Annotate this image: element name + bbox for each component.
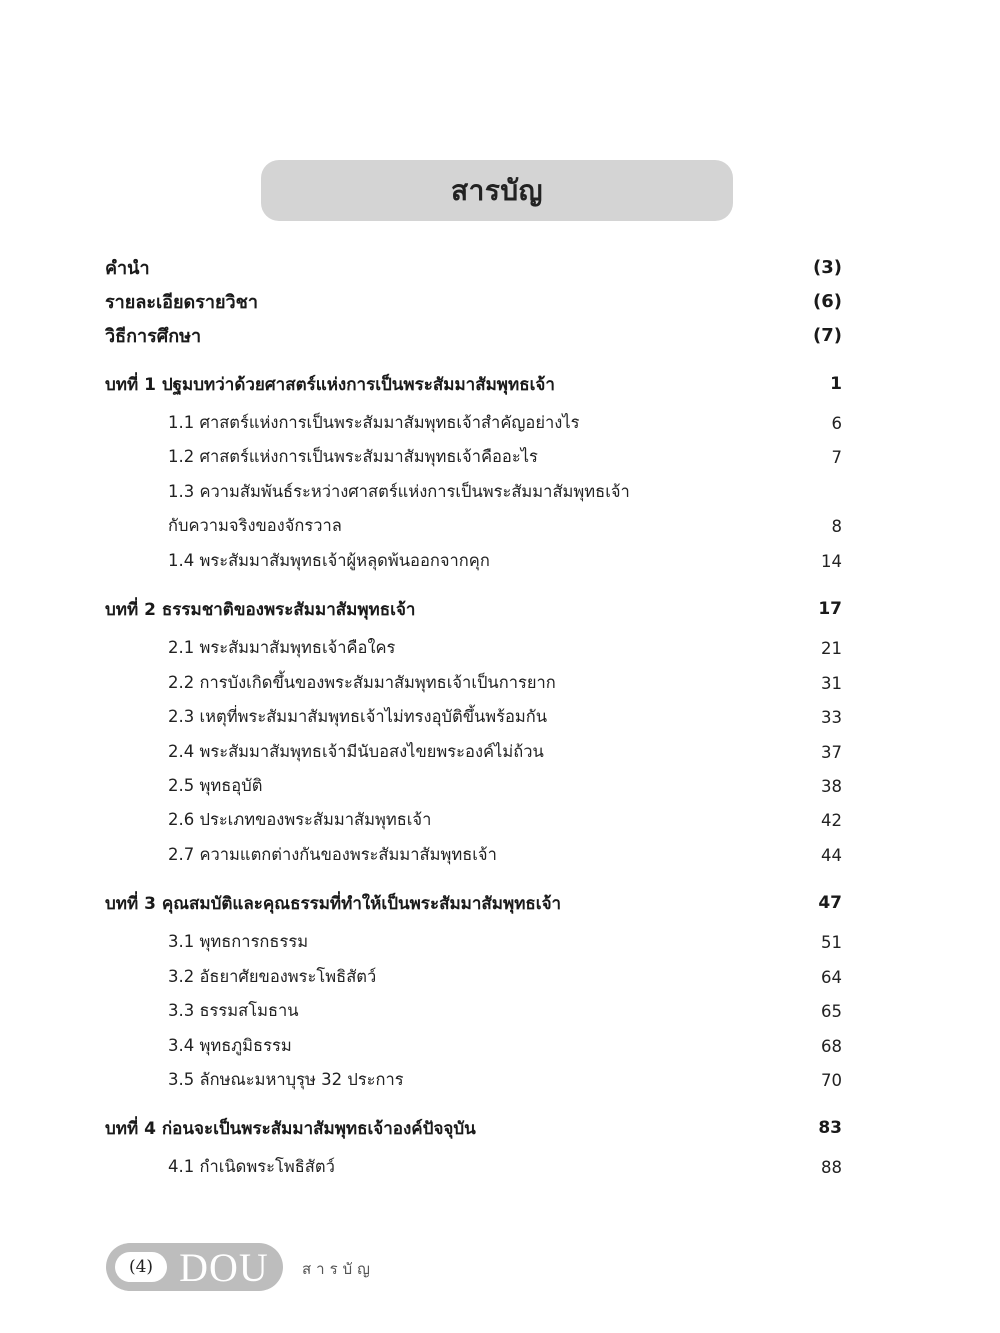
toc-section-label: 1.1 ศาสตร์แห่งการเป็นพระสัมมาสัมพุทธเจ้าสำคัญอย่างไร [168,413,580,432]
toc-section-label: 3.2 อัธยาศัยของพระโพธิสัตว์ [168,967,377,986]
toc-entry-course-details[interactable] [105,285,842,317]
toc-section-label: 2.6 ประเภทของพระสัมมาสัมพุทธเจ้า [168,810,432,829]
toc-section-label: 1.2 ศาสตร์แห่งการเป็นพระสัมมาสัมพุทธเจ้าคืออะไร [168,447,538,466]
toc-entry-label: รายละเอียดรายวิชา [105,291,258,313]
toc-section-1-3[interactable] [168,476,842,508]
toc-section-1-3-continuation[interactable] [168,510,842,542]
toc-chapter-page: 47 [818,893,842,913]
toc-section-page: 8 [831,516,842,536]
toc-section-page: 88 [821,1157,842,1177]
toc-entry-label: วิธีการศึกษา [105,325,202,347]
toc-chapter-3[interactable] [105,887,842,919]
toc-section-3-2[interactable] [168,961,842,993]
toc-section-page: 70 [821,1070,842,1090]
toc-section-label: 2.7 ความแตกต่างกันของพระสัมมาสัมพุทธเจ้า [168,845,497,864]
title-box [261,160,733,221]
toc-section-2-2[interactable] [168,667,842,699]
toc-section-label: 3.3 ธรรมสโมธาน [168,1001,299,1020]
dou-logo: DOU [179,1244,269,1290]
toc-chapter-1[interactable] [105,368,842,400]
toc-entry-page: (6) [813,290,842,312]
toc-section-page: 31 [821,673,842,693]
toc-section-2-4[interactable] [168,736,842,768]
toc-section-page: 6 [831,413,842,433]
toc-section-page: 38 [821,776,842,796]
toc-chapter-label: บทที่ 3 คุณสมบัติและคุณธรรมที่ทำให้เป็นพระสัมมาสัมพุทธเจ้า [105,893,562,914]
toc-section-label: 1.4 พระสัมมาสัมพุทธเจ้าผู้หลุดพ้นออกจากคุก [168,551,490,570]
toc-section-label: 2.2 การบังเกิดขึ้นของพระสัมมาสัมพุทธเจ้าเป็นการยาก [168,673,556,692]
toc-chapter-page: 83 [818,1118,842,1138]
toc-section-page: 65 [821,1001,842,1021]
toc-section-continuation: กับความจริงของจักรวาล [168,516,342,535]
toc-entry-study-method[interactable] [105,319,842,351]
toc-section-label: 2.4 พระสัมมาสัมพุทธเจ้ามีนับอสงไขยพระองค์ไม่ถ้วน [168,742,544,761]
toc-section-3-3[interactable] [168,995,842,1027]
toc-section-page: 37 [821,742,842,762]
toc-section-label: 3.5 ลักษณะมหาบุรุษ 32 ประการ [168,1070,404,1089]
page-title: สารบัญ [451,173,543,207]
toc-section-page: 14 [821,551,842,571]
footer-page-number: (4) [115,1252,167,1282]
toc-section-3-4[interactable] [168,1030,842,1062]
toc-section-1-2[interactable] [168,441,842,473]
toc-section-label: 4.1 กำเนิดพระโพธิสัตว์ [168,1157,335,1176]
toc-section-page: 44 [821,845,842,865]
toc-section-3-5[interactable] [168,1064,842,1096]
toc-section-2-7[interactable] [168,839,842,871]
toc-entry-label: คำนำ [105,257,150,279]
toc-section-2-5[interactable] [168,770,842,802]
toc-section-1-1[interactable] [168,407,842,439]
toc-section-3-1[interactable] [168,926,842,958]
toc-chapter-4[interactable] [105,1112,842,1144]
toc-section-label: 1.3 ความสัมพันธ์ระหว่างศาสตร์แห่งการเป็นพระสัมมาสัมพุทธเจ้า [168,482,630,501]
toc-chapter-label: บทที่ 4 ก่อนจะเป็นพระสัมมาสัมพุทธเจ้าองค์ปัจจุบัน [105,1118,476,1139]
toc-section-label: 2.1 พระสัมมาสัมพุทธเจ้าคือใคร [168,638,396,657]
toc-section-4-1[interactable] [168,1151,842,1183]
toc-section-page: 51 [821,932,842,952]
toc-section-page: 7 [831,447,842,467]
toc-chapter-page: 17 [818,599,842,619]
toc-section-page: 42 [821,810,842,830]
toc-section-page: 64 [821,967,842,987]
toc-chapter-label: บทที่ 1 ปฐมบทว่าด้วยศาสตร์แห่งการเป็นพระสัมมาสัมพุทธเจ้า [105,374,555,395]
toc-section-2-1[interactable] [168,632,842,664]
toc-section-label: 2.5 พุทธอุบัติ [168,776,263,795]
toc-section-page: 33 [821,707,842,727]
toc-entry-preface[interactable] [105,251,842,283]
toc-section-1-4[interactable] [168,545,842,577]
toc-section-page: 68 [821,1036,842,1056]
toc-chapter-label: บทที่ 2 ธรรมชาติของพระสัมมาสัมพุทธเจ้า [105,599,416,620]
toc-section-label: 2.3 เหตุที่พระสัมมาสัมพุทธเจ้าไม่ทรงอุบัติขึ้นพร้อมกัน [168,707,548,726]
footer-section-name: สารบัญ [302,1260,375,1278]
toc-section-page: 21 [821,638,842,658]
toc-section-label: 3.4 พุทธภูมิธรรม [168,1036,292,1055]
toc-section-2-3[interactable] [168,701,842,733]
toc-section-label: 3.1 พุทธการกธรรม [168,932,309,951]
toc-chapter-2[interactable] [105,593,842,625]
toc-entry-page: (3) [813,256,842,278]
toc-section-2-6[interactable] [168,804,842,836]
toc-entry-page: (7) [813,324,842,346]
toc-chapter-page: 1 [830,374,842,394]
